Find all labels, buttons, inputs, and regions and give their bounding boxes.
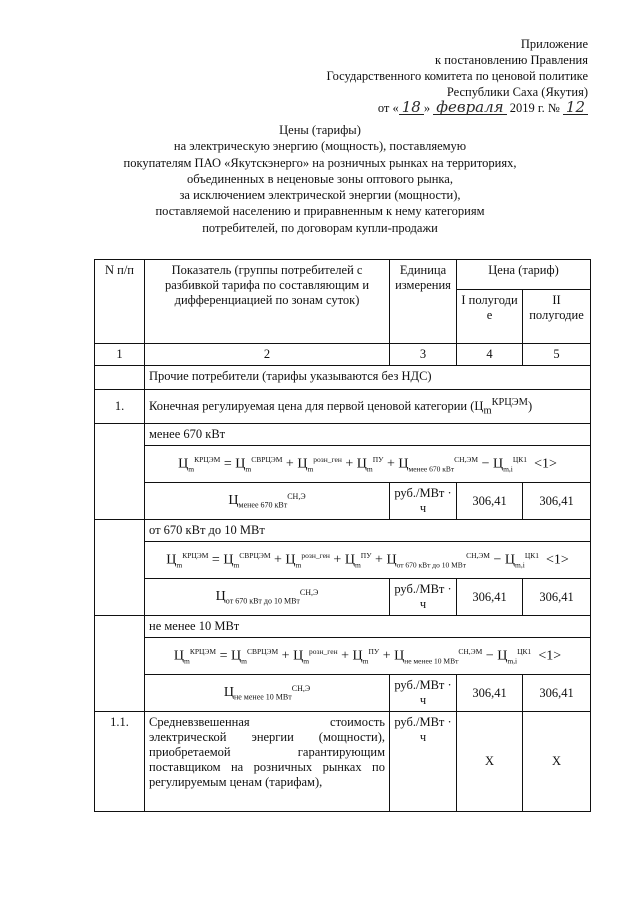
- group-1-title: менее 670 кВт: [145, 424, 591, 446]
- colnum-4: 4: [457, 344, 523, 366]
- row-1-1-unit: руб./МВт · ч: [390, 712, 457, 812]
- appendix-header: [288, 36, 588, 116]
- header-number: N п/п: [95, 260, 145, 344]
- handwritten-number: 12: [563, 100, 588, 115]
- caption-line-5: за исключением электрической энергии (мощности),: [179, 188, 461, 203]
- colnum-5: 5: [523, 344, 591, 366]
- row-1-1-value-1: X: [457, 712, 523, 812]
- row-1-1-number: 1.1.: [95, 712, 145, 812]
- row-1-1-text: Средневзвешенная стоимость электрической энергии (мощности), приобретаемой гарантирующим поставщиком на розничных рынках по регулируемым ценам (тарифам),: [145, 712, 390, 812]
- unit-group-2: руб./МВт · ч: [390, 579, 457, 616]
- tariff-table: [94, 259, 591, 812]
- colnum-1: 1: [95, 344, 145, 366]
- date-prefix: от «: [377, 101, 399, 115]
- formula-group-3: $Ц_m^{КРЦЭМ} = Ц_m^{СВРЦЭМ} + Ц_m^{розн\_ген} + Ц_m^{ПУ} + Ц_{не менее 10 МВт}^{СН,ЭМ} - Ц_{m,i}^{ЦК1} <1>$: [145, 638, 591, 675]
- header-unit: Единица измерения: [390, 260, 457, 344]
- row-1-1-value-2: X: [523, 712, 591, 812]
- colnum-2: 2: [145, 344, 390, 366]
- handwritten-month: февраля: [433, 100, 506, 115]
- section-title: Прочие потребители (тарифы указываются без НДС): [145, 366, 591, 390]
- header-indicator: Показатель (группы потребителей с разбивкой тарифа по составляющим и дифференциацией по зонам суток): [145, 260, 390, 344]
- appendix-line-2: к постановлению Правления: [435, 53, 588, 67]
- header-half-2: II полугодие: [523, 290, 591, 344]
- header-half-1: I полугоди е: [457, 290, 523, 344]
- unit-group-1: руб./МВт · ч: [390, 483, 457, 520]
- caption-line-2: на электрическую энергию (мощность), поставляемую: [173, 139, 467, 154]
- group-1-empty-cell: [95, 424, 145, 520]
- appendix-line-3: Государственного комитета по ценовой политике: [326, 69, 588, 83]
- caption-title: Цены (тарифы): [279, 123, 361, 137]
- group-2-empty-cell: [95, 520, 145, 616]
- formula-group-1: $Ц_m^{КРЦЭМ} = Ц_m^{СВРЦЭМ} + Ц_m^{розн\_ген} + Ц_m^{ПУ} + Ц_{менее 670 кВт}^{СН,ЭМ} - Ц_{m,i}^{ЦК1} <1>$: [145, 446, 591, 483]
- formula-group-2: $Ц_m^{КРЦЭМ} = Ц_m^{СВРЦЭМ} + Ц_m^{розн\_ген} + Ц_m^{ПУ} + Ц_{от 670 кВт до 10 МВт}^{СН,ЭМ} - Ц_{m,i}^{ЦК1} <1>$: [145, 542, 591, 579]
- group-2-title: от 670 кВт до 10 МВт: [145, 520, 591, 542]
- zone-label-group-1: $Ц_{менее 670 кВт}^{СН,Э}$: [145, 483, 390, 520]
- row-1-number: 1.: [95, 390, 145, 424]
- date-year: 2019 г. №: [509, 101, 560, 115]
- section-empty-cell: [95, 366, 145, 390]
- price-half-2-group-1: 306,41: [523, 483, 591, 520]
- handwritten-day: 18: [399, 100, 424, 115]
- caption-line-4: объединенных в неценовые зоны оптового рынка,: [187, 171, 453, 186]
- appendix-line-1: Приложение: [520, 37, 588, 51]
- document-caption: [0, 122, 640, 236]
- appendix-line-4: Республики Саха (Якутия): [446, 85, 588, 99]
- header-price: Цена (тариф): [457, 260, 591, 290]
- price-half-1-group-3: 306,41: [457, 675, 523, 712]
- zone-label-group-2: $Ц_{от 670 кВт до 10 МВт}^{СН,Э}$: [145, 579, 390, 616]
- zone-label-group-3: $Ц_{не менее 10 МВт}^{СН,Э}$: [145, 675, 390, 712]
- appendix-date-line: [288, 100, 588, 116]
- unit-group-3: руб./МВт · ч: [390, 675, 457, 712]
- caption-line-6: поставляемой населению и приравненным к нему категориям: [155, 204, 485, 219]
- group-3-title: не менее 10 МВт: [145, 616, 591, 638]
- price-half-2-group-2: 306,41: [523, 579, 591, 616]
- price-half-2-group-3: 306,41: [523, 675, 591, 712]
- date-mid: »: [423, 101, 431, 115]
- price-half-1-group-2: 306,41: [457, 579, 523, 616]
- caption-line-3: покупателям ПАО «Якутскэнерго» на розничных рынках на территориях,: [123, 155, 517, 170]
- colnum-3: 3: [390, 344, 457, 366]
- group-3-empty-cell: [95, 616, 145, 712]
- caption-line-7: потребителей, по договорам купли-продажи: [202, 220, 438, 235]
- price-half-1-group-1: 306,41: [457, 483, 523, 520]
- row-1-title: Конечная регулируемая цена для первой ценовой категории $(Ц_m^{КРЦЭМ})$: [145, 390, 591, 424]
